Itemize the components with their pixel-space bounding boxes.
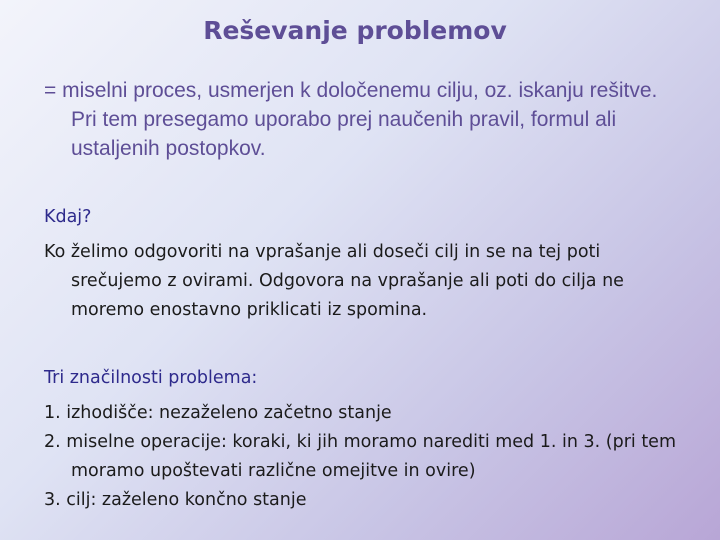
definition-block — [44, 76, 684, 163]
slide-title: Reševanje problemov — [203, 16, 507, 45]
definition-text: = miselni proces, usmerjen k določenemu cilju, oz. iskanju rešitve. Pri tem presegamo uporabo prej naučenih pravil, formul ali ustaljenih postopkov. — [44, 79, 658, 160]
list-item: 3. cilj: zaželeno končno stanje — [44, 490, 307, 510]
kdaj-heading: Kdaj? — [44, 207, 92, 227]
characteristics-heading: Tri značilnosti problema: — [44, 368, 258, 388]
list-item: 2. miselne operacije: koraki, ki jih moramo narediti med 1. in 3. (pri tem moramo upoštevati različne omejitve in ovire) — [44, 432, 676, 481]
characteristics-list — [44, 399, 704, 515]
list-item: 1. izhodišče: nezaželeno začetno stanje — [44, 403, 392, 423]
kdaj-paragraph — [44, 238, 694, 325]
kdaj-text: Ko želimo odgovoriti na vprašanje ali doseči cilj in se na tej poti srečujemo z ovirami. Odgovora na vprašanje ali poti do cilja ne moremo enostavno priklicati iz spomina. — [44, 242, 624, 320]
